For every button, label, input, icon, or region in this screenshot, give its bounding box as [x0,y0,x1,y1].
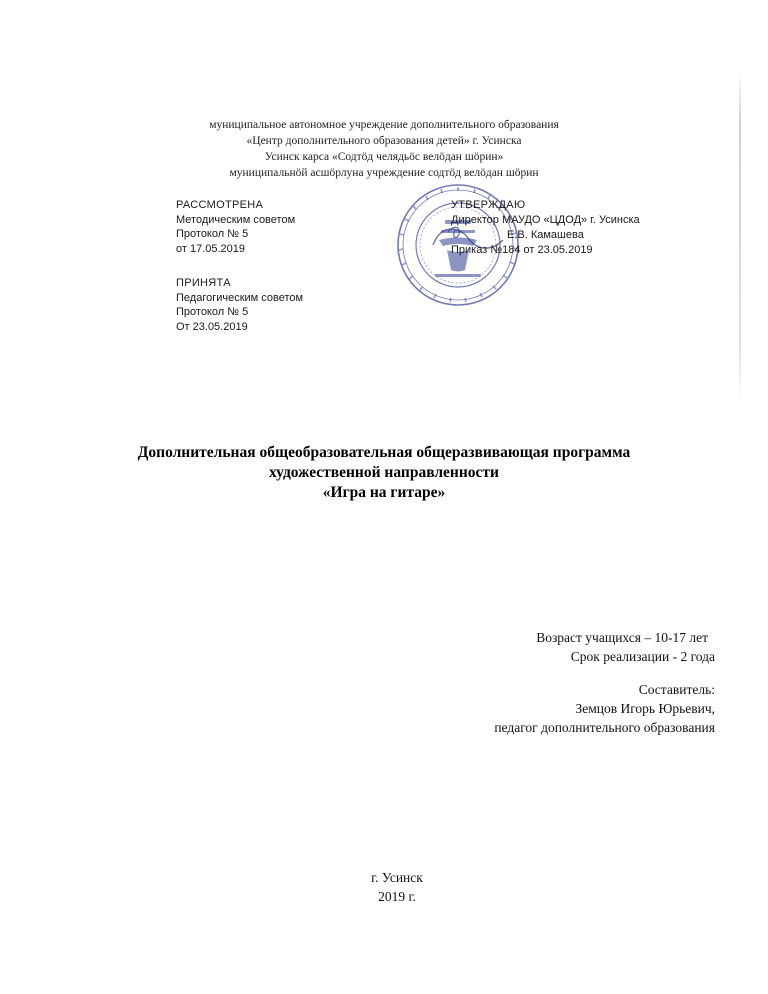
organization-header [0,117,768,181]
accepted-body: Педагогическим советом [176,291,304,304]
approval-block-left [176,198,303,334]
considered-date: от 17.05.2019 [176,242,246,255]
accepted-protocol: Протокол № 5 [176,306,249,318]
approved-label: УТВЕРЖДАЮ [451,199,526,211]
footer-year: 2019 г. [378,889,416,904]
program-title-line-3: «Игра на гитаре» [322,484,446,501]
considered-label: РАССМОТРЕНА [176,199,264,211]
program-info [494,628,715,737]
program-title-line-1: Дополнительная общеобразовательная общеразвивающая программа [137,444,631,461]
footer-city: г. Усинск [371,870,423,885]
approval-block-right [451,198,640,258]
org-name-line-3: Усинск карса «Содтöд челядьöс велöдан шöрин» [264,151,504,163]
org-name-line-1: муниципальное автономное учреждение дополнительного образования [209,119,559,131]
accepted-label: ПРИНЯТА [176,277,231,289]
document-footer [0,868,768,906]
program-title [0,443,768,503]
org-name-line-2: «Центр дополнительного образования детей» г. Усинска [246,135,522,147]
student-age: Возраст учащихся – 10-17 лет [536,630,708,645]
approved-order: Приказ №184 от 23.05.2019 [451,244,593,256]
approved-position: Директор МАУДО «ЦДОД» г. Усинска [451,214,640,226]
program-title-line-2: художественной направленности [269,464,499,481]
author-position: педагог дополнительного образования [494,720,715,735]
considered-protocol: Протокол № 5 [176,228,249,240]
author-name: Земцов Игорь Юрьевич, [575,701,715,716]
approved-signatory: Е.В. Камашева [507,229,584,241]
program-duration: Срок реализации - 2 года [570,649,715,664]
org-name-line-4: муниципальнöй асшöрлуна учреждение содтöд велöдан шöрин [229,167,539,179]
author-label: Составитель: [638,682,715,697]
considered-body: Методическим советом [176,213,296,226]
accepted-date: От 23.05.2019 [176,320,248,333]
